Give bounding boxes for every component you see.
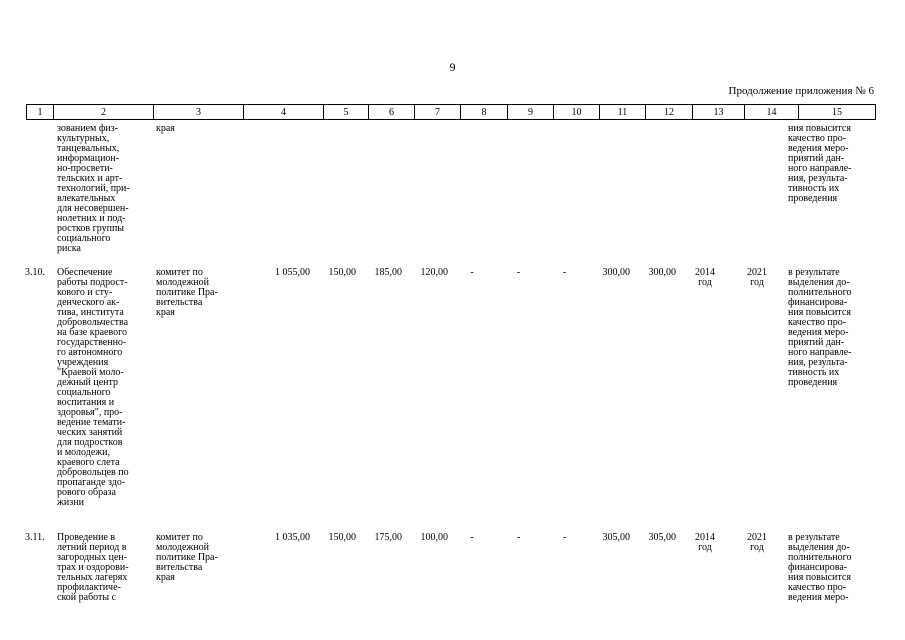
row-start-year: 2014 год	[695, 267, 715, 288]
row-executor: края	[156, 123, 175, 134]
row-value-5: 150,00	[328, 532, 356, 543]
column-header: 13	[693, 105, 745, 120]
row-result: ния повысится качество про- ведения меро- приятий дан- ного направле- ния, результа- тивность их проведения	[788, 123, 852, 204]
row-value-6: 175,00	[374, 532, 402, 543]
row-number: 3.10.	[25, 267, 45, 278]
row-end-year: 2021 год	[747, 532, 767, 553]
row-value-7: 120,00	[420, 267, 448, 278]
column-header: 15	[799, 105, 876, 120]
row-total: 1 035,00	[275, 532, 310, 543]
row-start-year: 2014 год	[695, 532, 715, 553]
continuation-label: Продолжение приложения № 6	[728, 85, 874, 97]
row-value-10: -	[562, 532, 567, 543]
row-number: 3.11.	[25, 532, 45, 543]
row-value-10: -	[562, 267, 567, 278]
row-value-8: -	[470, 532, 474, 543]
column-header: 14	[745, 105, 799, 120]
column-header: 6	[369, 105, 415, 120]
row-value-8: -	[470, 267, 474, 278]
column-header: 12	[646, 105, 693, 120]
column-header: 1	[27, 105, 54, 120]
column-header-table	[26, 104, 876, 120]
row-value-12: 305,00	[648, 532, 676, 543]
row-name: Проведение в летний период в загородных цен- трах и оздорови- тельных лагерях профилактиче- ской работы с	[57, 532, 129, 603]
row-end-year: 2021 год	[747, 267, 767, 288]
row-result: в результате выделения до- полнительного финансирова- ния повысится качество про- ведения меро-	[788, 532, 852, 603]
row-total: 1 055,00	[275, 267, 310, 278]
column-header: 5	[324, 105, 369, 120]
column-header: 9	[508, 105, 554, 120]
row-executor: комитет по молодежной политике Пра- вительства края	[156, 267, 218, 318]
row-value-11: 305,00	[602, 532, 630, 543]
row-value-7: 100,00	[420, 532, 448, 543]
row-name: Обеспечение работы подрост- кового и сту- денческого ак- тива, института добровольчества на базе краевого государственно- го автономного учреждения "Краевой моло- дежный центр социального воспитания и здоровья", про- ведение темати- ческих занятий для подростков и молодежи, краевого слета добровольцев по пропаганде здо- рового образа жизни	[57, 267, 129, 508]
row-executor: комитет по молодежной политике Пра- вительства края	[156, 532, 218, 583]
column-header: 7	[415, 105, 461, 120]
row-value-6: 185,00	[374, 267, 402, 278]
row-value-11: 300,00	[602, 267, 630, 278]
column-header: 2	[54, 105, 154, 120]
column-header: 11	[600, 105, 646, 120]
row-value-5: 150,00	[328, 267, 356, 278]
header-row	[27, 105, 876, 120]
column-header: 8	[461, 105, 508, 120]
row-value-9: -	[516, 267, 521, 278]
column-header: 10	[554, 105, 600, 120]
row-value-9: -	[516, 532, 521, 543]
row-name: зованием физ- культурных, танцевальных, информацион- но-просвети- тельских и арт- технологий, при- влекательных для несовершен- нолетних и под- ростков группы социального риска	[57, 123, 130, 254]
row-value-12: 300,00	[648, 267, 676, 278]
column-header: 3	[154, 105, 244, 120]
column-header: 4	[244, 105, 324, 120]
row-result: в результате выделения до- полнительного финансирова- ния повысится качество про- ведения меро- приятий дан- ного направле- ния, результа- тивность их проведения	[788, 267, 852, 388]
page-number: 9	[449, 60, 456, 74]
